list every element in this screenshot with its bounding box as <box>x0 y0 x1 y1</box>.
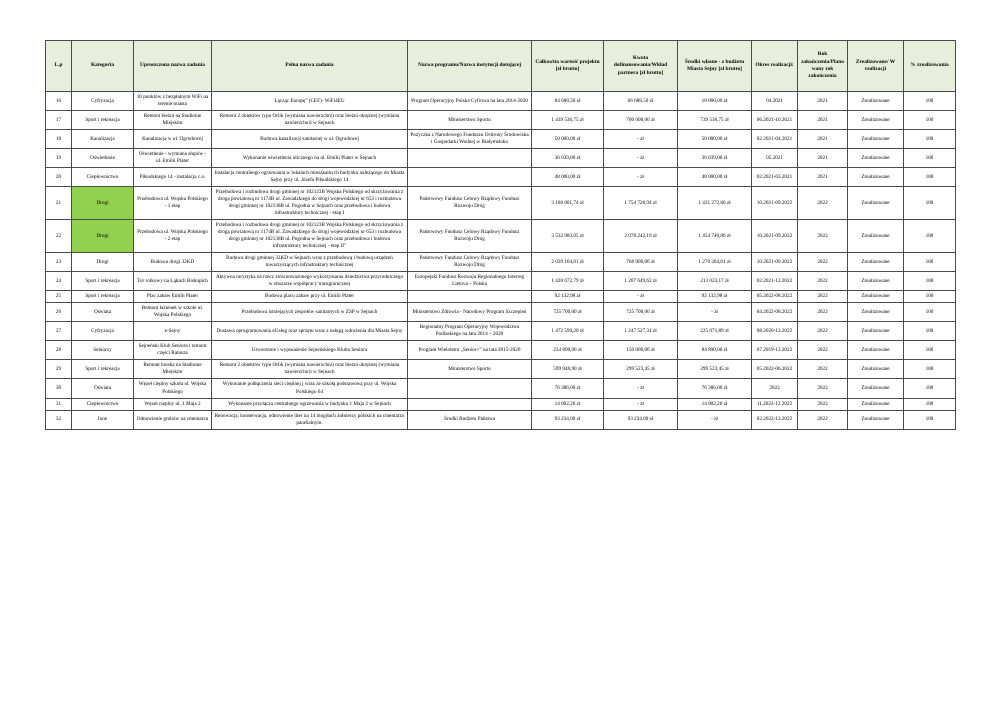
column-header-pelna-nazwa: Pełna nazwa zadania <box>212 41 408 92</box>
cell-uproszczona-nazwa: Remont bieżni na Stadionie Miejskim <box>134 111 212 130</box>
cell-calkowita-wartosc: 76 386,00 zł <box>532 379 604 398</box>
cell-rok-zakonczenia: 2022 <box>798 187 848 220</box>
cell-rok-zakonczenia: 2021 <box>798 92 848 111</box>
cell-lp: 26 <box>46 303 72 322</box>
cell-lp: 25 <box>46 291 72 303</box>
cell-srodki-wlasne: - zł <box>678 303 752 322</box>
cell-srodki-wlasne: 213 023,17 zł <box>678 272 752 291</box>
table-row <box>46 291 956 303</box>
cell-program: Program Wieloletni „Senior+” na lata 2015-2020 <box>408 341 532 360</box>
cell-lp: 31 <box>46 398 72 410</box>
cell-procent: 100 <box>904 398 956 410</box>
table-row <box>46 149 956 168</box>
cell-program: Ministerstwo Sportu <box>408 111 532 130</box>
cell-calkowita-wartosc: 1 472 599,20 zł <box>532 322 604 341</box>
cell-okres-realizacji: 11.2022-12.2022 <box>752 398 798 410</box>
cell-srodki-wlasne: 1 431 272,80 zł <box>678 187 752 220</box>
cell-uproszczona-nazwa: Remont boiska na Stadionie Miejskim <box>134 360 212 379</box>
column-header-okres-realizacji: Okres realizacji: <box>752 41 798 92</box>
cell-procent: 100 <box>904 253 956 272</box>
cell-procent: 100 <box>904 341 956 360</box>
cell-pelna-nazwa: Instalacja centralnego ogrzewania w lokalach mieszkalnych budynku należącego do Miasta Sejny przy ul. Józefa Piłsudskiego 14 <box>212 168 408 187</box>
cell-kategoria: Inne <box>72 410 134 429</box>
column-header-lp: L.p <box>46 41 72 92</box>
cell-uproszczona-nazwa: Węzeł cieplny ul. 1 Maja 2 <box>134 398 212 410</box>
cell-program <box>408 379 532 398</box>
cell-pelna-nazwa: Utworzenie i wyposażenie Sejneńskiego Klubu Seniora <box>212 341 408 360</box>
cell-pelna-nazwa: Aktywna turystyka na rzecz zrównoważonego wykorzystania dziedzictwa przyrodniczego w obszarze współpracy transgranicznej <box>212 272 408 291</box>
cell-srodki-wlasne: 1 454 740,86 zł <box>678 220 752 253</box>
cell-okres-realizacji: 03.2022-12.2022 <box>752 410 798 429</box>
cell-lp: 23 <box>46 253 72 272</box>
cell-dofinansowanie: 93 234,00 zł <box>604 410 678 429</box>
cell-pelna-nazwa: Łącząc Europę" (CEF)- WiFi4EU <box>212 92 408 111</box>
cell-srodki-wlasne: 84 890,00 zł <box>678 341 752 360</box>
cell-procent: 100 <box>904 360 956 379</box>
cell-program: Regionalny Program Operacyjny Województwa Podlaskiego na lata 2014 – 2020 <box>408 322 532 341</box>
column-header-kategoria: Kategoria <box>72 41 134 92</box>
table-body <box>46 92 956 430</box>
column-header-rok-zakonczenia: Rok zakończenia/Planowany rok zakończenia <box>798 41 848 92</box>
cell-kategoria: Drogi <box>72 220 134 253</box>
cell-status: Zrealizowane <box>848 187 904 220</box>
cell-lp: 27 <box>46 322 72 341</box>
cell-procent: 100 <box>904 130 956 149</box>
cell-dofinansowanie: - zł <box>604 149 678 168</box>
cell-program: Europejski Fundusz Rozwoju Regionalnego Interreg Lietuva – Polska <box>408 272 532 291</box>
cell-calkowita-wartosc: 1 439 536,75 zł <box>532 111 604 130</box>
cell-okres-realizacji: 08.2020-12.2022 <box>752 322 798 341</box>
table-row <box>46 410 956 429</box>
cell-pelna-nazwa: Budowa drogi gminnej 32KD w Sejnach wraz z przebudową i budową urządzeń towarzyszących infrastruktury technicznej <box>212 253 408 272</box>
cell-uproszczona-nazwa: Oświetlenie - wymiana słupów - ul. Emilii Plater <box>134 149 212 168</box>
cell-pelna-nazwa: Remont 2 obiektów typu Orlik (wymiana nawierzchni) oraz bieżni okrężnej (wymiana nawierzchni) w Sejnach <box>212 111 408 130</box>
cell-pelna-nazwa: Wykonanie oświetlenia ulicznego na ul. Emilii Plater w Sejnach <box>212 149 408 168</box>
cell-lp: 30 <box>46 379 72 398</box>
cell-status: Zrealizowane <box>848 130 904 149</box>
cell-rok-zakonczenia: 2021 <box>798 111 848 130</box>
table-row <box>46 379 956 398</box>
cell-dofinansowanie: 1 754 728,94 zł <box>604 187 678 220</box>
cell-srodki-wlasne: 1 270 264,01 zł <box>678 253 752 272</box>
table-row <box>46 187 956 220</box>
table-row <box>46 341 956 360</box>
cell-uproszczona-nazwa: Sejneński Klub Seniora i remont części Ratusza <box>134 341 212 360</box>
cell-procent: 100 <box>904 410 956 429</box>
cell-kategoria: Ciepłownictwo <box>72 398 134 410</box>
cell-kategoria: Sport i rekreacja <box>72 111 134 130</box>
table-row <box>46 398 956 410</box>
cell-kategoria: Sport i rekreacja <box>72 360 134 379</box>
cell-status: Zrealizowane <box>848 220 904 253</box>
cell-program <box>408 168 532 187</box>
cell-procent: 100 <box>904 220 956 253</box>
cell-calkowita-wartosc: 599 046,90 zł <box>532 360 604 379</box>
table-row <box>46 111 956 130</box>
cell-procent: 100 <box>904 272 956 291</box>
cell-rok-zakonczenia: 2022 <box>798 410 848 429</box>
cell-program <box>408 398 532 410</box>
cell-procent: 100 <box>904 322 956 341</box>
cell-program <box>408 149 532 168</box>
cell-rok-zakonczenia: 2021 <box>798 130 848 149</box>
cell-okres-realizacji: 10.2021-09.2022 <box>752 253 798 272</box>
cell-uproszczona-nazwa: Plac zabaw Emilii Plater <box>134 291 212 303</box>
cell-dofinansowanie: - zł <box>604 291 678 303</box>
cell-lp: 21 <box>46 187 72 220</box>
cell-calkowita-wartosc: 36 039,00 zł <box>532 149 604 168</box>
cell-lp: 17 <box>46 111 72 130</box>
cell-pelna-nazwa: Przebudowa istniejących zespołów sanitarnych w ZSP w Sejnach <box>212 303 408 322</box>
cell-srodki-wlasne: 50 000,00 zł <box>678 130 752 149</box>
cell-calkowita-wartosc: 50 000,00 zł <box>532 130 604 149</box>
cell-rok-zakonczenia: 2022 <box>798 291 848 303</box>
table-row <box>46 92 956 111</box>
cell-rok-zakonczenia: 2022 <box>798 341 848 360</box>
cell-pelna-nazwa: Przebudowa i rozbudowa drogi gminnej nr 102123B Wojska Polskiego od skrzyżowania z drogą powiatową nr 1174B ul. Zawadzkiego do drogi wojewódzkiej nr 653 i rozbudowa drogi gminnej nr 102138B ul. Pogodna w Sejnach oraz przebudowa i budowa infrastruktury technicznej - etap I <box>212 187 408 220</box>
cell-dofinansowanie: - zł <box>604 379 678 398</box>
cell-okres-realizacji: 05.2022-08.2022 <box>752 291 798 303</box>
cell-procent: 100 <box>904 303 956 322</box>
cell-pelna-nazwa: Wykonanie podłączenia sieci cieplnej j wraz ze szkołą podstawową przy ul. Wojska Polskiego 64 <box>212 379 408 398</box>
cell-srodki-wlasne: 36 039,00 zł <box>678 149 752 168</box>
cell-dofinansowanie: 1 247 527,31 zł <box>604 322 678 341</box>
cell-status: Zrealizowane <box>848 410 904 429</box>
cell-rok-zakonczenia: 2022 <box>798 272 848 291</box>
cell-calkowita-wartosc: 725 700,00 zł <box>532 303 604 322</box>
cell-okres-realizacji: 02.2021-03.2021 <box>752 168 798 187</box>
cell-lp: 22 <box>46 220 72 253</box>
cell-procent: 100 <box>904 111 956 130</box>
cell-status: Zrealizowane <box>848 398 904 410</box>
cell-dofinansowanie: - zł <box>604 168 678 187</box>
cell-okres-realizacji: 05.2021 <box>752 149 798 168</box>
cell-calkowita-wartosc: 234 890,00 zł <box>532 341 604 360</box>
cell-srodki-wlasne: 225 071,89 zł <box>678 322 752 341</box>
cell-uproszczona-nazwa: Tor rolkowy na Łąkach Biskupich <box>134 272 212 291</box>
cell-status: Zrealizowane <box>848 92 904 111</box>
column-header-srodki-wlasne: Środki własne - z budżetu Miasta Sejny [zł brutto] <box>678 41 752 92</box>
cell-okres-realizacji: 10.2021-09.2022 <box>752 220 798 253</box>
cell-status: Zrealizowane <box>848 379 904 398</box>
cell-program: Ministerstwo Sportu <box>408 360 532 379</box>
cell-status: Zrealizowane <box>848 168 904 187</box>
cell-kategoria: Drogi <box>72 253 134 272</box>
cell-okres-realizacji: 05.2022-06.2022 <box>752 360 798 379</box>
table-header-row <box>46 41 956 92</box>
cell-kategoria: Kanalizacja <box>72 130 134 149</box>
cell-lp: 19 <box>46 149 72 168</box>
cell-program: Państwowy Fundusz Celowy Rządowy Fundusz Rozwoju Dróg <box>408 253 532 272</box>
cell-calkowita-wartosc: 84 688,50 zł <box>532 92 604 111</box>
cell-status: Zrealizowane <box>848 291 904 303</box>
cell-kategoria: Sport i rekreacja <box>72 291 134 303</box>
cell-pelna-nazwa: Wykonanie przyłącza centralnego ogrzewania w budynku 1 Maja 2 w Sejnach <box>212 398 408 410</box>
cell-rok-zakonczenia: 2021 <box>798 168 848 187</box>
cell-procent: 100 <box>904 149 956 168</box>
cell-program: Państwowy Fundusz Celowy Rządowy Fundusz Rozwoju Dróg <box>408 187 532 220</box>
cell-uproszczona-nazwa: Budowa drogi 32KD <box>134 253 212 272</box>
cell-srodki-wlasne: 92 132,98 zł <box>678 291 752 303</box>
cell-procent: 100 <box>904 379 956 398</box>
table-row <box>46 303 956 322</box>
cell-program: Pożyczka z Narodowego Funduszu Ochrony Środowiska i Gospodarki Wodnej w Białymstoku <box>408 130 532 149</box>
cell-okres-realizacji: 02.2021-12.2022 <box>752 272 798 291</box>
cell-okres-realizacji: 04.2021 <box>752 92 798 111</box>
cell-calkowita-wartosc: 2 039 164,01 zł <box>532 253 604 272</box>
cell-dofinansowanie: 725 700,00 zł <box>604 303 678 322</box>
cell-lp: 29 <box>46 360 72 379</box>
cell-calkowita-wartosc: 92 132,98 zł <box>532 291 604 303</box>
cell-uproszczona-nazwa: Remont łazienek w szkole ul. Wojska Polskiego <box>134 303 212 322</box>
cell-okres-realizacji: 07.2019-12.2022 <box>752 341 798 360</box>
cell-status: Zrealizowane <box>848 360 904 379</box>
cell-status: Zrealizowane <box>848 322 904 341</box>
cell-rok-zakonczenia: 2022 <box>798 360 848 379</box>
table-row <box>46 130 956 149</box>
cell-dofinansowanie: 1 207 649,62 zł <box>604 272 678 291</box>
cell-dofinansowanie: - zł <box>604 130 678 149</box>
cell-srodki-wlasne: 739 536,75 zł <box>678 111 752 130</box>
cell-status: Zrealizowane <box>848 111 904 130</box>
table-row <box>46 253 956 272</box>
cell-dofinansowanie: - zł <box>604 398 678 410</box>
cell-kategoria: Oświata <box>72 303 134 322</box>
column-header-program: Nazwa programu/Nazwa instytucji dotującej <box>408 41 532 92</box>
cell-dofinansowanie: 768 900,00 zł <box>604 253 678 272</box>
cell-pelna-nazwa: Dostawa oprogramowania eUsług oraz sprzętu wraz z usługą wdrożenia dla Miasta Sejny <box>212 322 408 341</box>
table-row <box>46 272 956 291</box>
cell-lp: 18 <box>46 130 72 149</box>
cell-program: Państwowy Fundusz Celowy Rządowy Fundusz Rozwoju Dróg <box>408 220 532 253</box>
cell-calkowita-wartosc: 14 002,26 zł <box>532 398 604 410</box>
cell-status: Zrealizowane <box>848 303 904 322</box>
table-row <box>46 220 956 253</box>
investments-table <box>45 40 956 430</box>
cell-pelna-nazwa: Remont 2 obiektów typu Orlik (wymiana nawierzchni) oraz bieżni okrężnej (wymiana nawierzchni) w Sejnach <box>212 360 408 379</box>
table-row <box>46 168 956 187</box>
table-row <box>46 322 956 341</box>
cell-procent: 100 <box>904 291 956 303</box>
cell-uproszczona-nazwa: Przebudowa ul. Wojska Polskiego - 1 etap <box>134 187 212 220</box>
cell-okres-realizacji: 02.2021-04.2021 <box>752 130 798 149</box>
cell-uproszczona-nazwa: Piłsudskiego 14 - instalacja c.o. <box>134 168 212 187</box>
cell-okres-realizacji: 04.2022-08.2022 <box>752 303 798 322</box>
cell-program: Program Operacyjny Polska Cyfrowa na lata 2014-2020 <box>408 92 532 111</box>
column-header-status: Zrealizowane/ W realizacji <box>848 41 904 92</box>
cell-dofinansowanie: 700 000,00 zł <box>604 111 678 130</box>
cell-lp: 28 <box>46 341 72 360</box>
table-header <box>46 41 956 92</box>
column-header-procent: % zrealizowania <box>904 41 956 92</box>
cell-procent: 100 <box>904 187 956 220</box>
cell-procent: 100 <box>904 92 956 111</box>
cell-uproszczona-nazwa: e-Sejny <box>134 322 212 341</box>
cell-status: Zrealizowane <box>848 149 904 168</box>
cell-srodki-wlasne: 76 386,00 zł <box>678 379 752 398</box>
cell-uproszczona-nazwa: Odnowienie grobów na cmentarzu <box>134 410 212 429</box>
cell-kategoria: Cyfryzacja <box>72 92 134 111</box>
cell-rok-zakonczenia: 2022 <box>798 303 848 322</box>
cell-lp: 24 <box>46 272 72 291</box>
cell-rok-zakonczenia: 2021 <box>798 149 848 168</box>
cell-dofinansowanie: 299 523,45 zł <box>604 360 678 379</box>
cell-pelna-nazwa: Renowacja, konserwacja, odnowienie liter na 14 mogiłach żołnierzy polskich na cmentarzu parafialnym. <box>212 410 408 429</box>
cell-kategoria: Drogi <box>72 187 134 220</box>
cell-program <box>408 291 532 303</box>
cell-calkowita-wartosc: 48 000,00 zł <box>532 168 604 187</box>
cell-kategoria: Sport i rekreacja <box>72 272 134 291</box>
cell-uproszczona-nazwa: 10 punktów z bezpłatnym WiFi na terenie miasta <box>134 92 212 111</box>
cell-program: Środki Budżetu Państwa <box>408 410 532 429</box>
column-header-calkowita-wartosc: Całkowita wartość projektu [zł brutto] <box>532 41 604 92</box>
cell-srodki-wlasne: 299 523,45 zł <box>678 360 752 379</box>
cell-calkowita-wartosc: 93 234,00 zł <box>532 410 604 429</box>
cell-kategoria: Oświata <box>72 379 134 398</box>
cell-calkowita-wartosc: 1 420 672,79 zł <box>532 272 604 291</box>
column-header-dofinansowanie: Kwota dofinansowania/Wkład partnera [zł brutto] <box>604 41 678 92</box>
cell-calkowita-wartosc: 3 532 983,05 zł <box>532 220 604 253</box>
cell-rok-zakonczenia: 2022 <box>798 398 848 410</box>
cell-status: Zrealizowane <box>848 272 904 291</box>
cell-srodki-wlasne: 48 000,00 zł <box>678 168 752 187</box>
cell-srodki-wlasne: 18 000,00 zł <box>678 92 752 111</box>
cell-pelna-nazwa: Przebudowa i rozbudowa drogi gminnej nr 102123B Wojska Polskiego od skrzyżowania z drogą powiatową nr 1174B ul. Zawadzkiego do drogi wojewódzkiej nr 653 i rozbudowa drogi gminnej nr 102138B ul. Pogodna w Sejnach oraz przebudowa i budowa infrastruktury technicznej - etap II" <box>212 220 408 253</box>
cell-lp: 20 <box>46 168 72 187</box>
cell-okres-realizacji: 2022 <box>752 379 798 398</box>
cell-rok-zakonczenia: 2022 <box>798 220 848 253</box>
cell-uproszczona-nazwa: Przebudowa ul. Wojska Polskiego - 2 etap <box>134 220 212 253</box>
cell-kategoria: Seniorzy <box>72 341 134 360</box>
cell-rok-zakonczenia: 2022 <box>798 253 848 272</box>
table-row <box>46 360 956 379</box>
cell-lp: 32 <box>46 410 72 429</box>
cell-kategoria: Cyfryzacja <box>72 322 134 341</box>
cell-okres-realizacji: 10.2021-09.2022 <box>752 187 798 220</box>
cell-rok-zakonczenia: 2022 <box>798 322 848 341</box>
cell-srodki-wlasne: - zł <box>678 410 752 429</box>
cell-program: Ministerstwo Zdrowia - Narodowy Program Szczepień <box>408 303 532 322</box>
cell-status: Zrealizowane <box>848 253 904 272</box>
cell-dofinansowanie: 2 078 242,19 zł <box>604 220 678 253</box>
cell-okres-realizacji: 06.2021-10.2021 <box>752 111 798 130</box>
cell-pelna-nazwa: Budowa kanalizacji sanitarnej w ul. Ogrodowej <box>212 130 408 149</box>
cell-pelna-nazwa: Budowa placu zabaw przy ul. Emilii Plater <box>212 291 408 303</box>
cell-uproszczona-nazwa: Kanalizacja w ul. Ogrodowej <box>134 130 212 149</box>
cell-dofinansowanie: 66 688,50 zł <box>604 92 678 111</box>
cell-kategoria: Ciepłownictwo <box>72 168 134 187</box>
cell-status: Zrealizowane <box>848 341 904 360</box>
cell-dofinansowanie: 150 000,00 zł <box>604 341 678 360</box>
cell-kategoria: Oświetlenie <box>72 149 134 168</box>
cell-srodki-wlasne: 14 002,26 zł <box>678 398 752 410</box>
cell-procent: 100 <box>904 168 956 187</box>
cell-lp: 16 <box>46 92 72 111</box>
cell-calkowita-wartosc: 3 186 001,74 zł <box>532 187 604 220</box>
cell-rok-zakonczenia: 2022 <box>798 379 848 398</box>
cell-uproszczona-nazwa: Węzeł cieplny szkoła ul. Wojska Polskiego <box>134 379 212 398</box>
column-header-uproszczona-nazwa: Uproszczona nazwa zadania <box>134 41 212 92</box>
